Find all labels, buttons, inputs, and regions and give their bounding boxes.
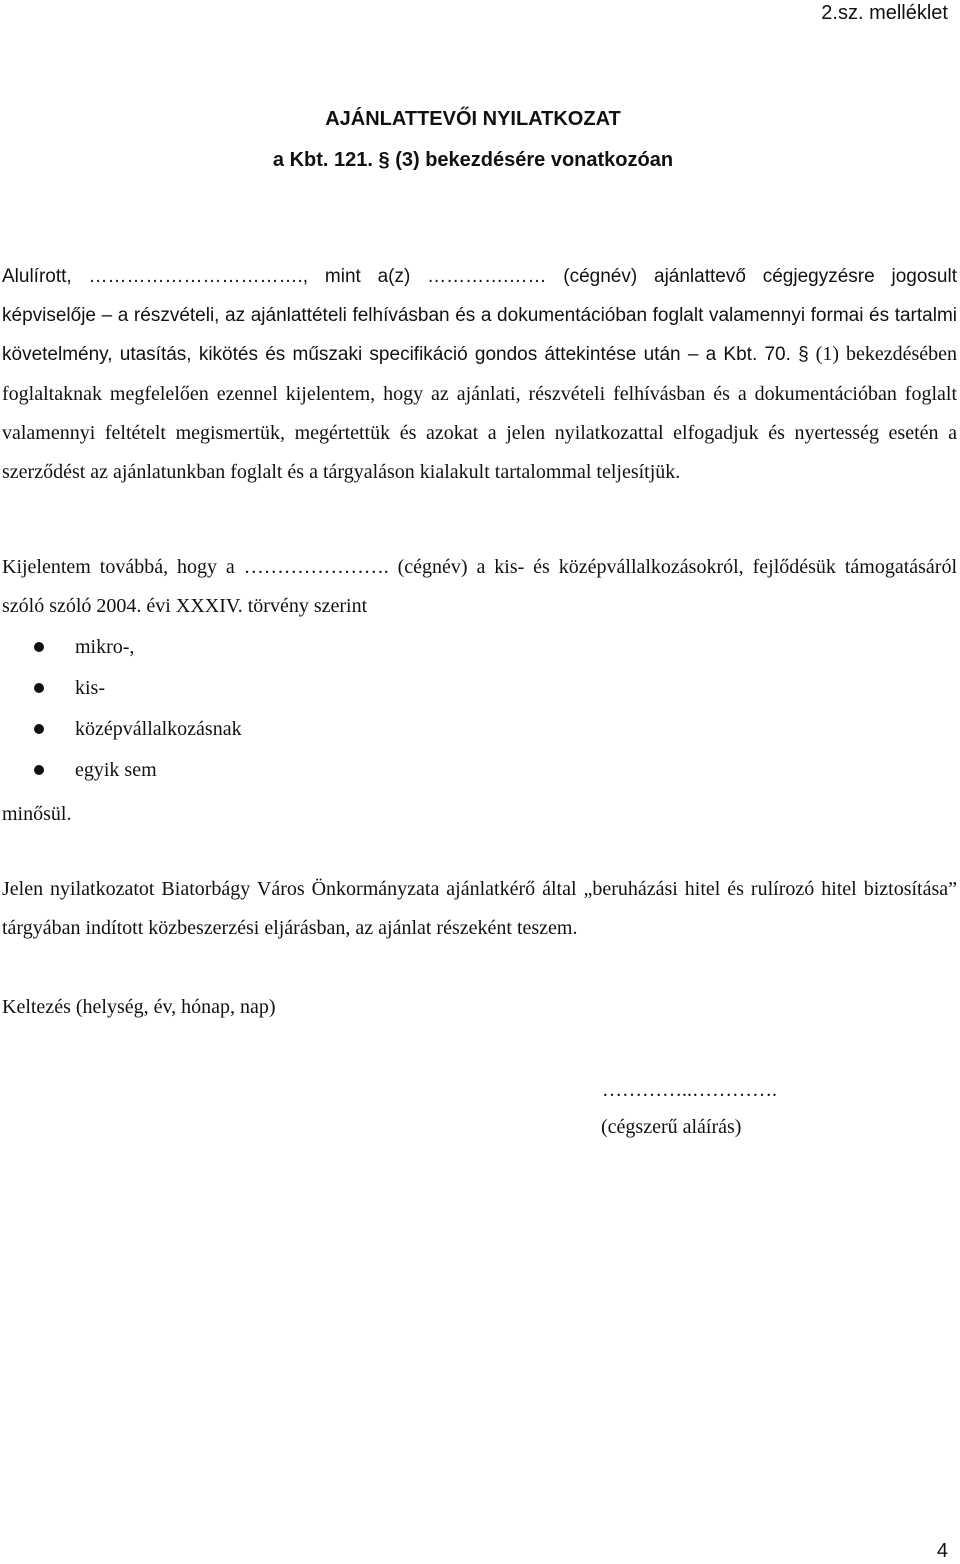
- declaration-paragraph-part2: (1) bekezdésében foglaltaknak megfelelően ezennel kijelentem, hogy az ajánlati, részvételi felhívásban és a dokumentációban foglalt valamennyi feltételt megismertük, megértettük és azokat a jelen nyilatkozattal elfogadjuk és nyertesség esetén a szerződést az ajánlatunkban foglalt és a tárgyaláson kialakult tartalommal teljesítjük.: [2, 343, 957, 484]
- bullet-icon: [34, 724, 44, 734]
- declaration-paragraph-part1: Alulírott, ……………………………., mint a(z) ………….…… (cégnév) ajánlattevő cégjegyzésre jogosult képviselője – a részvételi, az ajánlattételi felhívásban és a dokumentációban foglalt valamennyi formai és tartalmi követelmény, utasítás, kikötés és műszaki specifikáció gondos áttekintése után – a Kbt. 70. §: [2, 266, 957, 366]
- list-item: középvállalkozásnak: [34, 714, 242, 755]
- statement-paragraph: Jelen nyilatkozatot Biatorbágy Város Önkormányzata ajánlatkérő által „beruházási hitel és rulírozó hitel biztosítása” tárgyában indított közbeszerzési eljárásban, az ajánlat részeként teszem.: [2, 878, 957, 940]
- signature-line: …………..………….: [602, 1079, 777, 1101]
- sme-status-paragraph: Kijelentem továbbá, hogy a …………………. (cégnév) a kis- és középvállalkozásokról, fejlődésük támogatásáról szóló szóló 2004. évi XXXIV. törvény szerint: [2, 556, 957, 618]
- annex-label: 2.sz. melléklet: [821, 2, 948, 24]
- list-item: mikro-,: [34, 632, 242, 673]
- signature-label: (cégszerű aláírás): [601, 1116, 742, 1138]
- declaration-paragraph: [2, 257, 957, 492]
- dating-label: Keltezés (helység, év, hónap, nap): [2, 996, 276, 1018]
- bullet-icon: [34, 765, 44, 775]
- closing-word: minősül.: [2, 803, 72, 825]
- document-subtitle: a Kbt. 121. § (3) bekezdésére vonatkozóan: [272, 149, 674, 171]
- bullet-icon: [34, 642, 44, 652]
- list-item: egyik sem: [34, 755, 242, 796]
- sme-category-list: [34, 632, 242, 796]
- page-number: 4: [936, 1540, 948, 1562]
- document-title: AJÁNLATTEVŐI NYILATKOZAT: [325, 108, 621, 130]
- bullet-icon: [34, 683, 44, 693]
- list-item: kis-: [34, 673, 242, 714]
